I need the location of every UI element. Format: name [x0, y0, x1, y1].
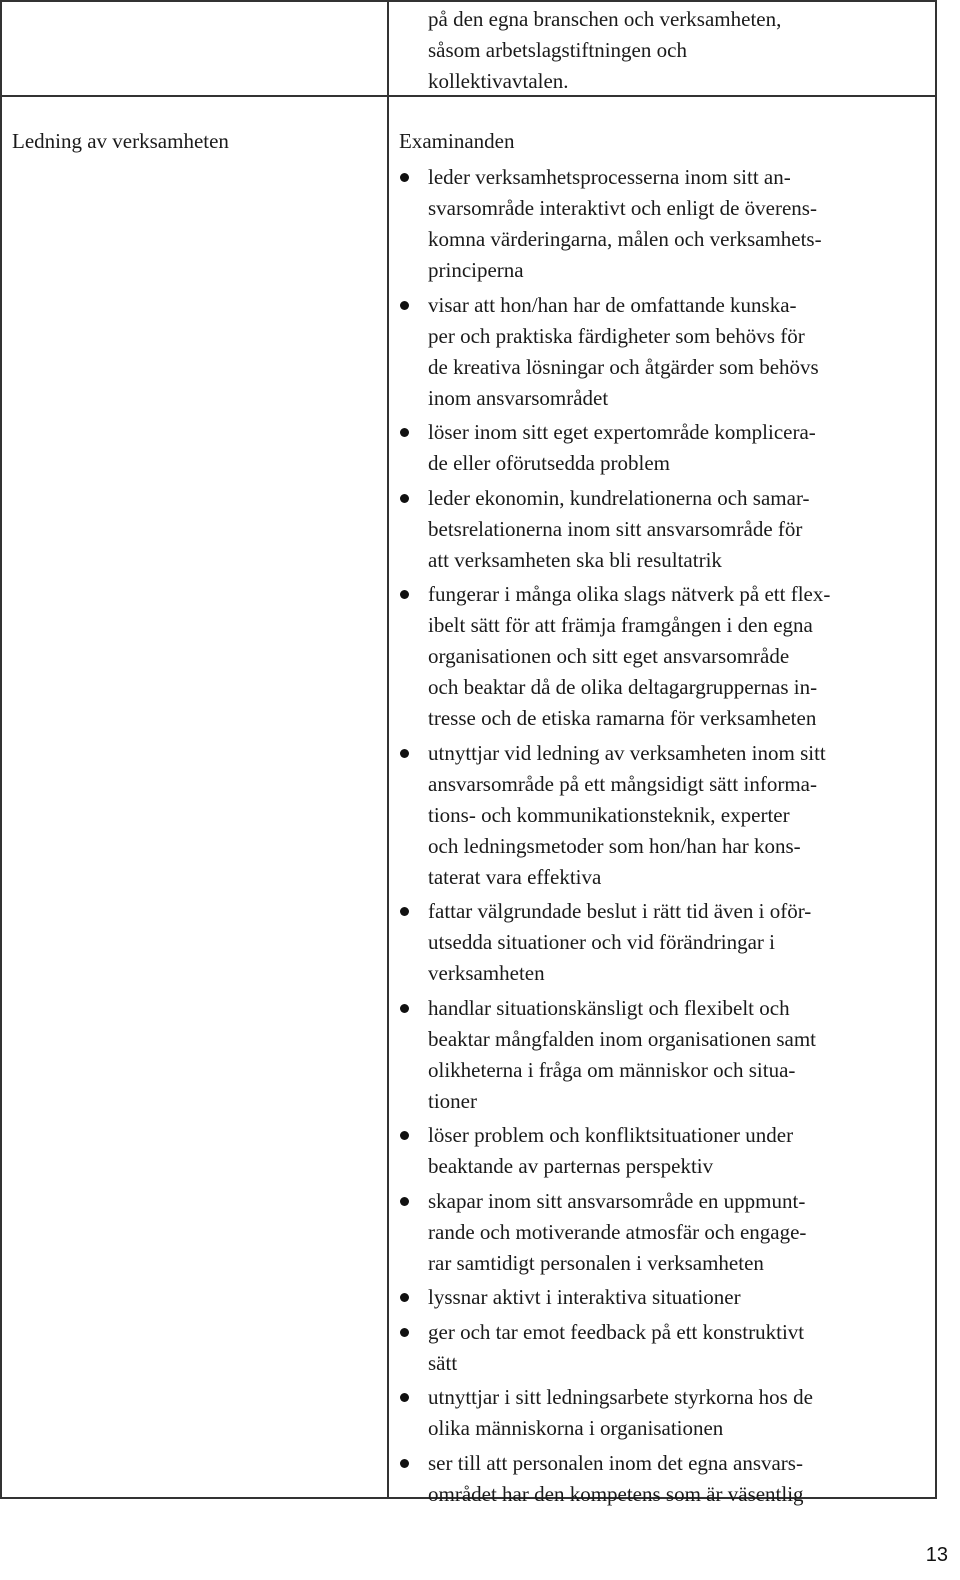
bullet-line: per och praktiska färdigheter som behövs för — [428, 323, 805, 348]
bullet-line: verksamheten — [428, 961, 545, 985]
row1-right-cell — [428, 4, 928, 97]
bullet-line: tions- och kommunikationsteknik, experter — [428, 802, 790, 827]
bullet-line: tioner — [428, 1088, 477, 1113]
bullet-dot-icon — [400, 907, 409, 916]
bullet-line: taterat vara effektiva — [428, 864, 602, 889]
bullet-line: visar att hon/han har de omfattande kunska- — [428, 292, 797, 317]
bullet-item — [400, 417, 928, 479]
table-top-border — [0, 0, 937, 2]
bullet-line: fattar välgrundade beslut i rätt tid även i oför- — [428, 899, 812, 923]
bullet-line: och beaktar då de olika deltagargruppernas in- — [428, 675, 818, 699]
table-left-border — [0, 0, 2, 1499]
bullet-dot-icon — [400, 1293, 409, 1302]
bullet-line: utsedda situationer och vid förändringar i — [428, 930, 775, 954]
bullet-line: ser till att personalen inom det egna ansvars- — [428, 1450, 803, 1475]
text-line: kollektivavtalen. — [428, 69, 569, 93]
page-number: 13 — [925, 1544, 948, 1566]
bullet-dot-icon — [400, 1459, 409, 1468]
bullet-line: skapar inom sitt ansvarsområde en uppmunt- — [428, 1188, 806, 1213]
bullet-line: löser problem och konfliktsituationer under — [428, 1123, 794, 1147]
bullet-item — [400, 738, 928, 893]
bullet-line: beaktar mångfalden inom organisationen samt — [428, 1026, 816, 1051]
bullet-line: komna värderingarna, målen och verksamhets- — [428, 227, 822, 251]
bullet-line: ger och tar emot feedback på ett konstruktivt — [428, 1319, 805, 1344]
bullet-line: rar samtidigt personalen i verksamheten — [428, 1250, 764, 1275]
bullet-item — [400, 579, 928, 734]
bullet-line: ibelt sätt för att främja framgången i den egna — [428, 613, 813, 637]
bullet-line: att verksamheten ska bli resultatrik — [428, 547, 722, 572]
bullet-line: de kreativa lösningar och åtgärder som behövs — [428, 354, 819, 379]
bullet-line: betsrelationerna inom sitt ansvarsområde för — [428, 516, 803, 541]
text-line: på den egna branschen och verksamheten, — [428, 7, 782, 31]
bullet-dot-icon — [400, 428, 409, 437]
bullet-line: löser inom sitt eget expertområde komplicera- — [428, 420, 816, 444]
bullet-dot-icon — [400, 1393, 409, 1402]
bullet-line: utnyttjar i sitt ledningsarbete styrkorna hos de — [428, 1385, 813, 1409]
bullet-line: rande och motiverande atmosfär och engage- — [428, 1219, 807, 1244]
column-divider — [387, 0, 389, 1499]
bullet-line: området har den kompetens som är väsentlig — [428, 1481, 804, 1506]
bullet-dot-icon — [400, 173, 409, 182]
bullet-item — [400, 993, 928, 1117]
bullet-item — [400, 290, 928, 414]
table-right-border — [935, 0, 937, 1499]
bullet-line: organisationen och sitt eget ansvarsområde — [428, 644, 790, 668]
bullet-dot-icon — [400, 590, 409, 599]
bullet-line: sätt — [428, 1350, 458, 1375]
bullet-item — [400, 896, 928, 989]
text-line: såsom arbetslagstiftningen och — [428, 38, 687, 62]
bullet-line: lyssnar aktivt i interaktiva situationer — [428, 1285, 741, 1309]
bullet-line: principerna — [428, 258, 524, 282]
bullet-item — [400, 162, 928, 286]
bullet-item — [400, 1120, 928, 1182]
bullet-dot-icon — [400, 494, 409, 503]
bullet-line: leder verksamhetsprocesserna inom sitt an- — [428, 165, 791, 189]
criteria-bullet-list — [400, 162, 928, 1513]
bullet-item — [400, 1317, 928, 1379]
bullet-dot-icon — [400, 1328, 409, 1337]
bullet-dot-icon — [400, 749, 409, 758]
bullet-dot-icon — [400, 301, 409, 310]
bullet-line: utnyttjar vid ledning av verksamheten inom sitt — [428, 740, 826, 765]
row2-left-label: Ledning av verksamheten — [12, 129, 229, 153]
bullet-item — [400, 1448, 928, 1510]
bullet-line: beaktande av parternas perspektiv — [428, 1154, 714, 1178]
bullet-dot-icon — [400, 1197, 409, 1206]
bullet-line: och ledningsmetoder som hon/han har kons- — [428, 833, 801, 858]
bullet-item — [400, 1382, 928, 1444]
bullet-item — [400, 1282, 928, 1313]
bullet-line: ansvarsområde på ett mångsidigt sätt informa- — [428, 771, 817, 796]
bullet-line: leder ekonomin, kundrelationerna och samar- — [428, 485, 810, 510]
bullet-line: handlar situationskänsligt och flexibelt och — [428, 995, 790, 1020]
row2-intro: Examinanden — [399, 129, 515, 153]
bullet-line: svarsområde interaktivt och enligt de överens- — [428, 196, 817, 220]
bullet-dot-icon — [400, 1131, 409, 1140]
bullet-line: olikheterna i fråga om människor och situa- — [428, 1057, 796, 1082]
bullet-line: inom ansvarsområdet — [428, 385, 609, 410]
bullet-item — [400, 1186, 928, 1279]
bullet-dot-icon — [400, 1004, 409, 1013]
bullet-line: olika människorna i organisationen — [428, 1416, 724, 1440]
bullet-item — [400, 483, 928, 576]
bullet-line: de eller oförutsedda problem — [428, 451, 670, 475]
bullet-line: tresse och de etiska ramarna för verksamheten — [428, 706, 817, 730]
bullet-line: fungerar i många olika slags nätverk på ett flex- — [428, 582, 831, 606]
